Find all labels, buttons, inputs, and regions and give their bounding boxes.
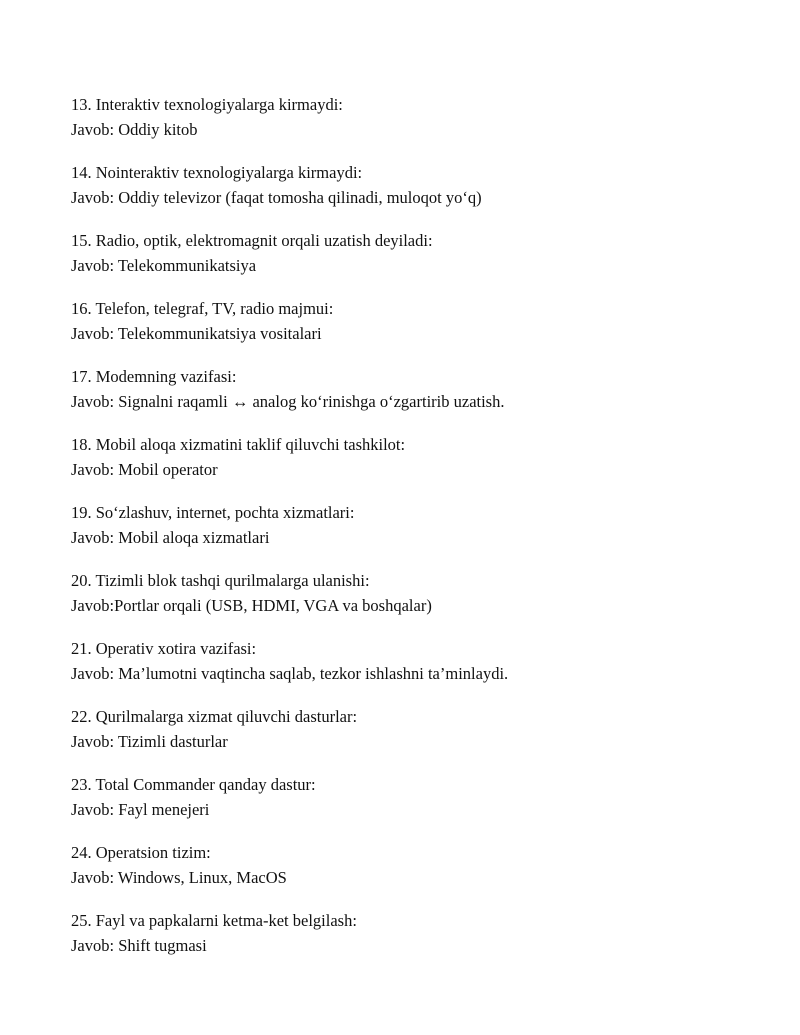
- qa-item-19: [71, 500, 771, 550]
- question-text: 19. So‘zlashuv, internet, pochta xizmatlari:: [71, 503, 355, 522]
- question-text: 13. Interaktiv texnologiyalarga kirmaydi:: [71, 95, 343, 114]
- question-text: 24. Operatsion tizim:: [71, 843, 211, 862]
- answer-text: Javob: Fayl menejeri: [71, 800, 210, 819]
- question-text: 21. Operativ xotira vazifasi:: [71, 639, 257, 658]
- qa-item-23: [71, 772, 771, 822]
- answer-text: Javob:Portlar orqali (USB, HDMI, VGA va boshqalar): [71, 596, 432, 615]
- answer-text: Javob: Oddiy televizor (faqat tomosha qilinadi, muloqot yo‘q): [71, 188, 482, 207]
- question-text: 15. Radio, optik, elektromagnit orqali uzatish deyiladi:: [71, 231, 433, 250]
- answer-text: Javob: Telekommunikatsiya vositalari: [71, 324, 322, 343]
- qa-item-14: [71, 160, 771, 210]
- answer-text: Javob: Signalni raqamli ↔ analog ko‘rinishga o‘zgartirib uzatish.: [71, 392, 505, 411]
- answer-text: Javob: Mobil operator: [71, 460, 218, 479]
- question-text: 14. Nointeraktiv texnologiyalarga kirmaydi:: [71, 163, 363, 182]
- question-text: 20. Tizimli blok tashqi qurilmalarga ulanishi:: [71, 571, 370, 590]
- answer-text: Javob: Telekommunikatsiya: [71, 256, 257, 275]
- answer-text: Javob: Ma’lumotni vaqtincha saqlab, tezkor ishlashni ta’minlaydi.: [71, 664, 509, 683]
- qa-item-17: [71, 364, 771, 414]
- question-text: 18. Mobil aloqa xizmatini taklif qiluvchi tashkilot:: [71, 435, 406, 454]
- question-text: 22. Qurilmalarga xizmat qiluvchi dasturlar:: [71, 707, 358, 726]
- question-text: 25. Fayl va papkalarni ketma-ket belgilash:: [71, 911, 357, 930]
- answer-text: Javob: Windows, Linux, MacOS: [71, 868, 287, 887]
- qa-item-15: [71, 228, 771, 278]
- answer-text: Javob: Mobil aloqa xizmatlari: [71, 528, 270, 547]
- answer-text: Javob: Oddiy kitob: [71, 120, 198, 139]
- qa-item-13: [71, 92, 771, 142]
- qa-item-20: [71, 568, 771, 618]
- qa-item-22: [71, 704, 771, 754]
- question-text: 17. Modemning vazifasi:: [71, 367, 237, 386]
- qa-item-18: [71, 432, 771, 482]
- question-text: 16. Telefon, telegraf, TV, radio majmui:: [71, 299, 334, 318]
- qa-item-25: [71, 908, 771, 958]
- answer-text: Javob: Shift tugmasi: [71, 936, 207, 955]
- document-page: [71, 92, 771, 976]
- qa-item-24: [71, 840, 771, 890]
- question-text: 23. Total Commander qanday dastur:: [71, 775, 316, 794]
- qa-item-16: [71, 296, 771, 346]
- qa-item-21: [71, 636, 771, 686]
- answer-text: Javob: Tizimli dasturlar: [71, 732, 228, 751]
